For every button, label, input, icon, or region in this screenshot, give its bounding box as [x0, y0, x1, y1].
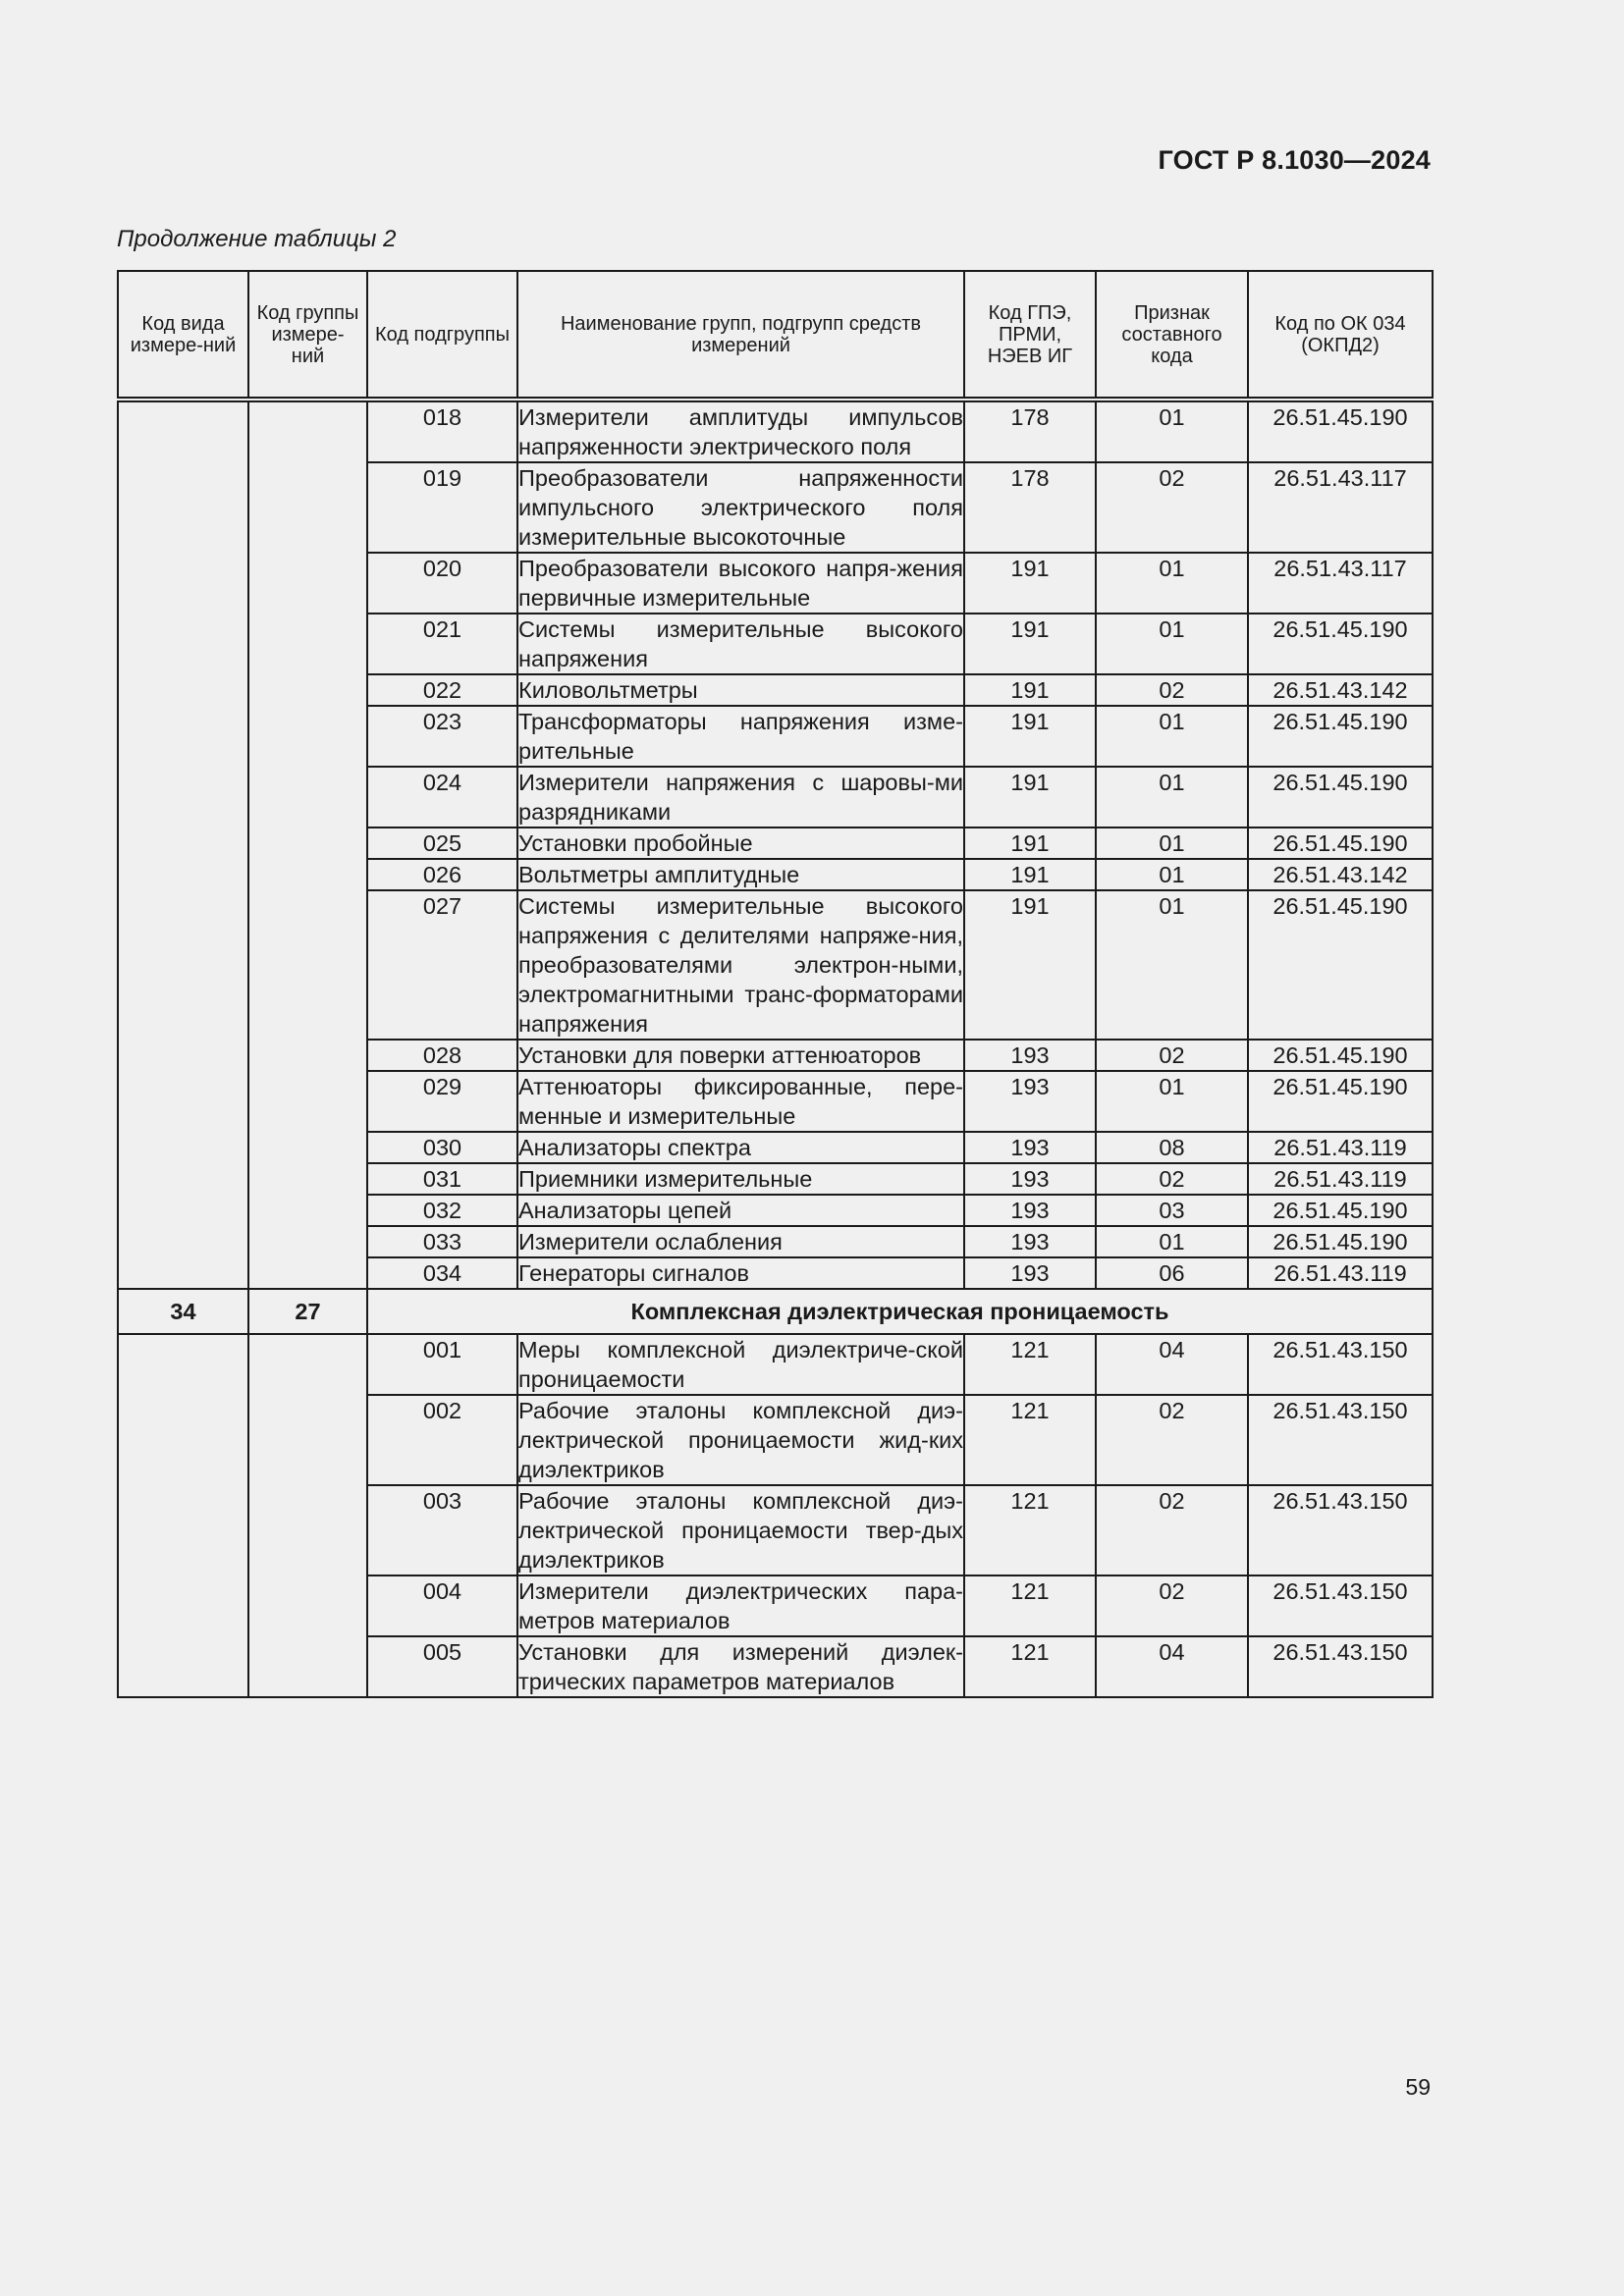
composite-sign-cell: 01 [1096, 859, 1248, 890]
okpd-code-cell: 26.51.43.150 [1248, 1636, 1433, 1697]
gpe-code-cell: 191 [964, 859, 1096, 890]
name-cell: Измерители ослабления [517, 1226, 964, 1257]
okpd-code-cell: 26.51.45.190 [1248, 706, 1433, 767]
composite-sign-cell: 02 [1096, 1485, 1248, 1575]
okpd-code-cell: 26.51.45.190 [1248, 767, 1433, 828]
okpd-code-cell: 26.51.43.119 [1248, 1163, 1433, 1195]
gpe-code-cell: 191 [964, 553, 1096, 614]
subgroup-code-cell: 033 [367, 1226, 517, 1257]
subgroup-code-cell: 026 [367, 859, 517, 890]
name-cell: Установки для измерений диэлек-трических параметров материалов [517, 1636, 964, 1697]
document-code: ГОСТ Р 8.1030—2024 [1158, 145, 1431, 175]
gpe-code-cell: 121 [964, 1485, 1096, 1575]
gpe-code-cell: 193 [964, 1132, 1096, 1163]
name-cell: Установки для поверки аттенюаторов [517, 1040, 964, 1071]
table-row [118, 1334, 1433, 1395]
header-type-code: Код вида измере-ний [118, 271, 248, 400]
okpd-code-cell: 26.51.45.190 [1248, 1071, 1433, 1132]
name-cell: Генераторы сигналов [517, 1257, 964, 1289]
name-cell: Установки пробойные [517, 828, 964, 859]
composite-sign-cell: 02 [1096, 1163, 1248, 1195]
name-cell: Системы измерительные высокого напряжения [517, 614, 964, 674]
okpd-code-cell: 26.51.43.119 [1248, 1257, 1433, 1289]
subgroup-code-cell: 032 [367, 1195, 517, 1226]
composite-sign-cell: 04 [1096, 1334, 1248, 1395]
composite-sign-cell: 01 [1096, 1071, 1248, 1132]
name-cell: Анализаторы цепей [517, 1195, 964, 1226]
merged-group-cell [248, 400, 367, 1289]
okpd-code-cell: 26.51.43.142 [1248, 674, 1433, 706]
name-cell: Рабочие эталоны комплексной диэ-лектрической проницаемости жид-ких диэлектриков [517, 1395, 964, 1485]
subgroup-code-cell: 024 [367, 767, 517, 828]
subgroup-code-cell: 025 [367, 828, 517, 859]
gpe-code-cell: 191 [964, 706, 1096, 767]
composite-sign-cell: 06 [1096, 1257, 1248, 1289]
group-row [118, 1289, 1433, 1334]
subgroup-code-cell: 003 [367, 1485, 517, 1575]
gpe-code-cell: 178 [964, 462, 1096, 553]
composite-sign-cell: 01 [1096, 614, 1248, 674]
name-cell: Преобразователи высокого напря-жения первичные измерительные [517, 553, 964, 614]
okpd-code-cell: 26.51.45.190 [1248, 828, 1433, 859]
header-okpd-code: Код по ОК 034 (ОКПД2) [1248, 271, 1433, 400]
gpe-code-cell: 121 [964, 1575, 1096, 1636]
gpe-code-cell: 178 [964, 400, 1096, 462]
composite-sign-cell: 01 [1096, 553, 1248, 614]
gpe-code-cell: 191 [964, 890, 1096, 1040]
name-cell: Рабочие эталоны комплексной диэ-лектрической проницаемости твер-дых диэлектриков [517, 1485, 964, 1575]
merged-type-cell [118, 400, 248, 1289]
table-caption: Продолжение таблицы 2 [117, 226, 397, 252]
subgroup-code-cell: 027 [367, 890, 517, 1040]
composite-sign-cell: 02 [1096, 1395, 1248, 1485]
name-cell: Измерители амплитуды импульсов напряженности электрического поля [517, 400, 964, 462]
subgroup-code-cell: 031 [367, 1163, 517, 1195]
okpd-code-cell: 26.51.43.150 [1248, 1485, 1433, 1575]
composite-sign-cell: 01 [1096, 1226, 1248, 1257]
subgroup-code-cell: 022 [367, 674, 517, 706]
okpd-code-cell: 26.51.45.190 [1248, 1040, 1433, 1071]
composite-sign-cell: 01 [1096, 400, 1248, 462]
page-number: 59 [1405, 2074, 1431, 2100]
name-cell: Измерители напряжения с шаровы-ми разрядниками [517, 767, 964, 828]
subgroup-code-cell: 023 [367, 706, 517, 767]
group-title: Комплексная диэлектрическая проницаемость [367, 1289, 1433, 1334]
name-cell: Трансформаторы напряжения изме-рительные [517, 706, 964, 767]
gpe-code-cell: 193 [964, 1195, 1096, 1226]
composite-sign-cell: 02 [1096, 1040, 1248, 1071]
header-gpe-code: Код ГПЭ, ПРМИ, НЭЕВ ИГ [964, 271, 1096, 400]
gpe-code-cell: 193 [964, 1071, 1096, 1132]
name-cell: Приемники измерительные [517, 1163, 964, 1195]
name-cell: Измерители диэлектрических пара-метров материалов [517, 1575, 964, 1636]
composite-sign-cell: 08 [1096, 1132, 1248, 1163]
okpd-code-cell: 26.51.43.150 [1248, 1575, 1433, 1636]
header-group-code: Код группы измере-ний [248, 271, 367, 400]
merged-type-cell [118, 1334, 248, 1697]
subgroup-code-cell: 034 [367, 1257, 517, 1289]
subgroup-code-cell: 021 [367, 614, 517, 674]
composite-sign-cell: 02 [1096, 1575, 1248, 1636]
subgroup-code-cell: 018 [367, 400, 517, 462]
subgroup-code-cell: 020 [367, 553, 517, 614]
name-cell: Аттенюаторы фиксированные, пере-менные и измерительные [517, 1071, 964, 1132]
gpe-code-cell: 121 [964, 1395, 1096, 1485]
okpd-code-cell: 26.51.43.150 [1248, 1395, 1433, 1485]
merged-group-cell [248, 1334, 367, 1697]
subgroup-code-cell: 004 [367, 1575, 517, 1636]
composite-sign-cell: 01 [1096, 767, 1248, 828]
group-type-code: 34 [118, 1289, 248, 1334]
okpd-code-cell: 26.51.45.190 [1248, 400, 1433, 462]
gpe-code-cell: 191 [964, 767, 1096, 828]
subgroup-code-cell: 005 [367, 1636, 517, 1697]
gpe-code-cell: 193 [964, 1226, 1096, 1257]
gpe-code-cell: 193 [964, 1040, 1096, 1071]
okpd-code-cell: 26.51.43.119 [1248, 1132, 1433, 1163]
composite-sign-cell: 01 [1096, 890, 1248, 1040]
table-row [118, 400, 1433, 462]
header-name: Наименование групп, подгрупп средств измерений [517, 271, 964, 400]
okpd-code-cell: 26.51.45.190 [1248, 1195, 1433, 1226]
subgroup-code-cell: 002 [367, 1395, 517, 1485]
gpe-code-cell: 193 [964, 1257, 1096, 1289]
gpe-code-cell: 191 [964, 674, 1096, 706]
composite-sign-cell: 04 [1096, 1636, 1248, 1697]
name-cell: Вольтметры амплитудные [517, 859, 964, 890]
subgroup-code-cell: 029 [367, 1071, 517, 1132]
composite-sign-cell: 01 [1096, 828, 1248, 859]
subgroup-code-cell: 019 [367, 462, 517, 553]
composite-sign-cell: 02 [1096, 674, 1248, 706]
name-cell: Меры комплексной диэлектриче-ской проницаемости [517, 1334, 964, 1395]
group-group-code: 27 [248, 1289, 367, 1334]
name-cell: Киловольтметры [517, 674, 964, 706]
name-cell: Анализаторы спектра [517, 1132, 964, 1163]
okpd-code-cell: 26.51.43.142 [1248, 859, 1433, 890]
composite-sign-cell: 03 [1096, 1195, 1248, 1226]
okpd-code-cell: 26.51.45.190 [1248, 890, 1433, 1040]
header-subgroup-code: Код подгруппы [367, 271, 517, 400]
header-composite-sign: Признак составного кода [1096, 271, 1248, 400]
table-header [118, 271, 1433, 400]
composite-sign-cell: 01 [1096, 706, 1248, 767]
okpd-code-cell: 26.51.43.150 [1248, 1334, 1433, 1395]
gpe-code-cell: 193 [964, 1163, 1096, 1195]
gpe-code-cell: 121 [964, 1636, 1096, 1697]
gpe-code-cell: 121 [964, 1334, 1096, 1395]
gpe-code-cell: 191 [964, 828, 1096, 859]
subgroup-code-cell: 001 [367, 1334, 517, 1395]
gpe-code-cell: 191 [964, 614, 1096, 674]
okpd-code-cell: 26.51.43.117 [1248, 553, 1433, 614]
table-body [118, 400, 1433, 1697]
okpd-code-cell: 26.51.45.190 [1248, 614, 1433, 674]
okpd-code-cell: 26.51.45.190 [1248, 1226, 1433, 1257]
subgroup-code-cell: 028 [367, 1040, 517, 1071]
name-cell: Преобразователи напряженности импульсного электрического поля измерительные высокоточные [517, 462, 964, 553]
subgroup-code-cell: 030 [367, 1132, 517, 1163]
name-cell: Системы измерительные высокого напряжения с делителями напряже-ния, преобразователями электрон-ными, электромагнитными транс-форматорами напряжения [517, 890, 964, 1040]
okpd-code-cell: 26.51.43.117 [1248, 462, 1433, 553]
measurement-table [117, 270, 1434, 1698]
composite-sign-cell: 02 [1096, 462, 1248, 553]
